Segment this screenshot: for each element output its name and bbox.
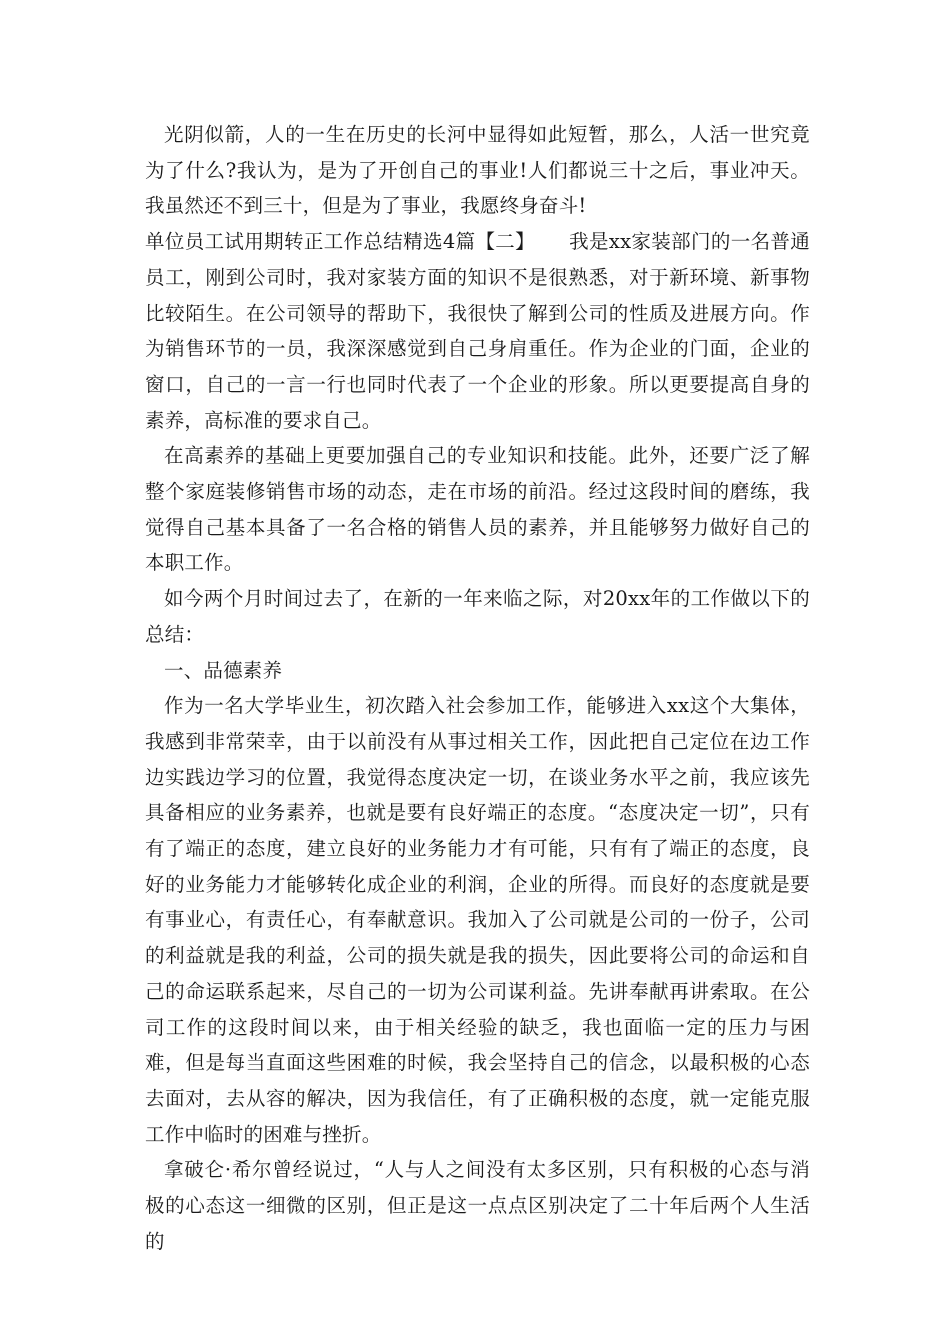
- paragraph-napoleon-hill: 拿破仑·希尔曾经说过，“人与人之间没有太多区别，只有积极的心态与消极的心态这一细微的区别，但正是这一点点区别决定了二十年后两个人生活的: [145, 1158, 810, 1253]
- paragraph-summary-intro: 如今两个月时间过去了，在新的一年来临之际，对20xx年的工作做以下的总结：: [145, 587, 810, 646]
- paragraph-intro: 光阴似箭，人的一生在历史的长河中显得如此短暂，那么，人活一世究竟为了什么?我认为，是为了开创自己的事业!人们都说三十之后，事业冲天。我虽然还不到三十，但是为了事业，我愿终身奋斗!: [145, 123, 810, 218]
- section-two-body: 我是xx家装部门的一名普通员工，刚到公司时，我对家装方面的知识不是很熟悉，对于新环境、新事物比较陌生。在公司领导的帮助下，我很快了解到公司的性质及进展方向。作为销售环节的一员，我深深感觉到自己身肩重任。作为企业的门面，企业的窗口，自己的一言一行也同时代表了一个企业的形象。所以更要提高自身的素养，高标准的要求自己。: [145, 230, 810, 432]
- paragraph-section-two: [145, 224, 810, 438]
- subheading-moral-quality: 一、品德素养: [164, 658, 283, 682]
- document-body: [145, 117, 810, 1260]
- paragraph-skills: 在高素养的基础上更要加强自己的专业知识和技能。此外，还要广泛了解整个家庭装修销售市场的动态，走在市场的前沿。经过这段时间的磨练，我觉得自己基本具备了一名合格的销售人员的素养，并且能够努力做好自己的本职工作。: [145, 444, 810, 575]
- paragraph-moral-quality: 作为一名大学毕业生，初次踏入社会参加工作，能够进入xx这个大集体，我感到非常荣幸，由于以前没有从事过相关工作，因此把自己定位在边工作边实践边学习的位置，我觉得态度决定一切，在谈业务水平之前，我应该先具备相应的业务素养，也就是要有良好端正的态度。“态度决定一切”，只有有了端正的态度，建立良好的业务能力才有可能，只有有了端正的态度，良好的业务能力才能够转化成企业的利润，企业的所得。而良好的态度就是要有事业心，有责任心，有奉献意识。我加入了公司就是公司的一份子，公司的利益就是我的利益，公司的损失就是我的损失，因此要将公司的命运和自己的命运联系起来，尽自己的一切为公司谋利益。先讲奉献再讲索取。在公司工作的这段时间以来，由于相关经验的缺乏，我也面临一定的压力与困难，但是每当直面这些困难的时候，我会坚持自己的信念，以最积极的心态去面对，去从容的解决，因为我信任，有了正确积极的态度，就一定能克服工作中临时的困难与挫折。: [145, 694, 810, 1146]
- section-heading: 单位员工试用期转正工作总结精选4篇【二】: [145, 230, 536, 254]
